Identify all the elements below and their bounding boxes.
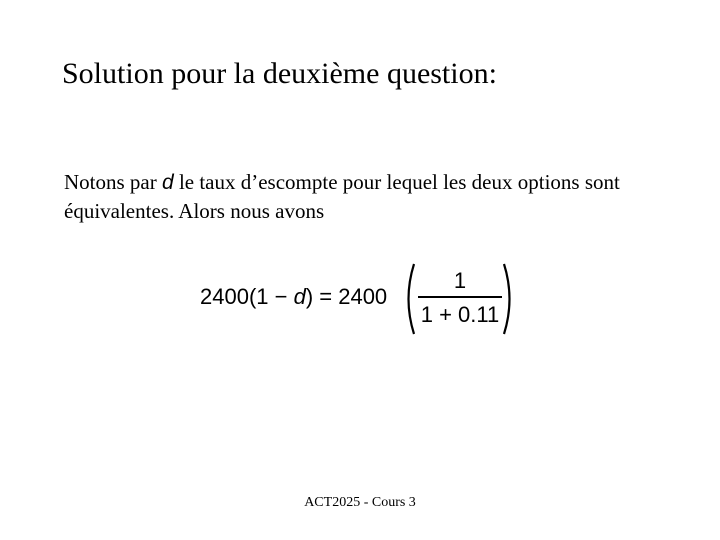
equation-variable-d: d (293, 284, 306, 309)
body-text-part2: le taux d’escompte pour lequel les deux options sont équivalentes. Alors nous avons (64, 170, 620, 223)
equation-lhs-coef: 2400(1 − (200, 284, 294, 309)
fraction-numerator: 1 (453, 268, 467, 293)
fraction-bar (418, 296, 502, 298)
body-paragraph (64, 168, 664, 225)
right-parenthesis (502, 262, 516, 336)
equation-lhs-tail: ) = 2400 (305, 284, 388, 309)
body-text-part1: Notons par (64, 170, 162, 194)
fraction-denominator: 1 + 0.11 (420, 302, 500, 327)
slide-title: Solution pour la deuxième question: (62, 57, 497, 90)
variable-d: d (162, 171, 174, 194)
fraction (418, 268, 502, 328)
equation-lhs (200, 284, 387, 310)
footer: ACT2025 - Cours 3 (304, 495, 416, 510)
left-parenthesis (402, 262, 416, 336)
